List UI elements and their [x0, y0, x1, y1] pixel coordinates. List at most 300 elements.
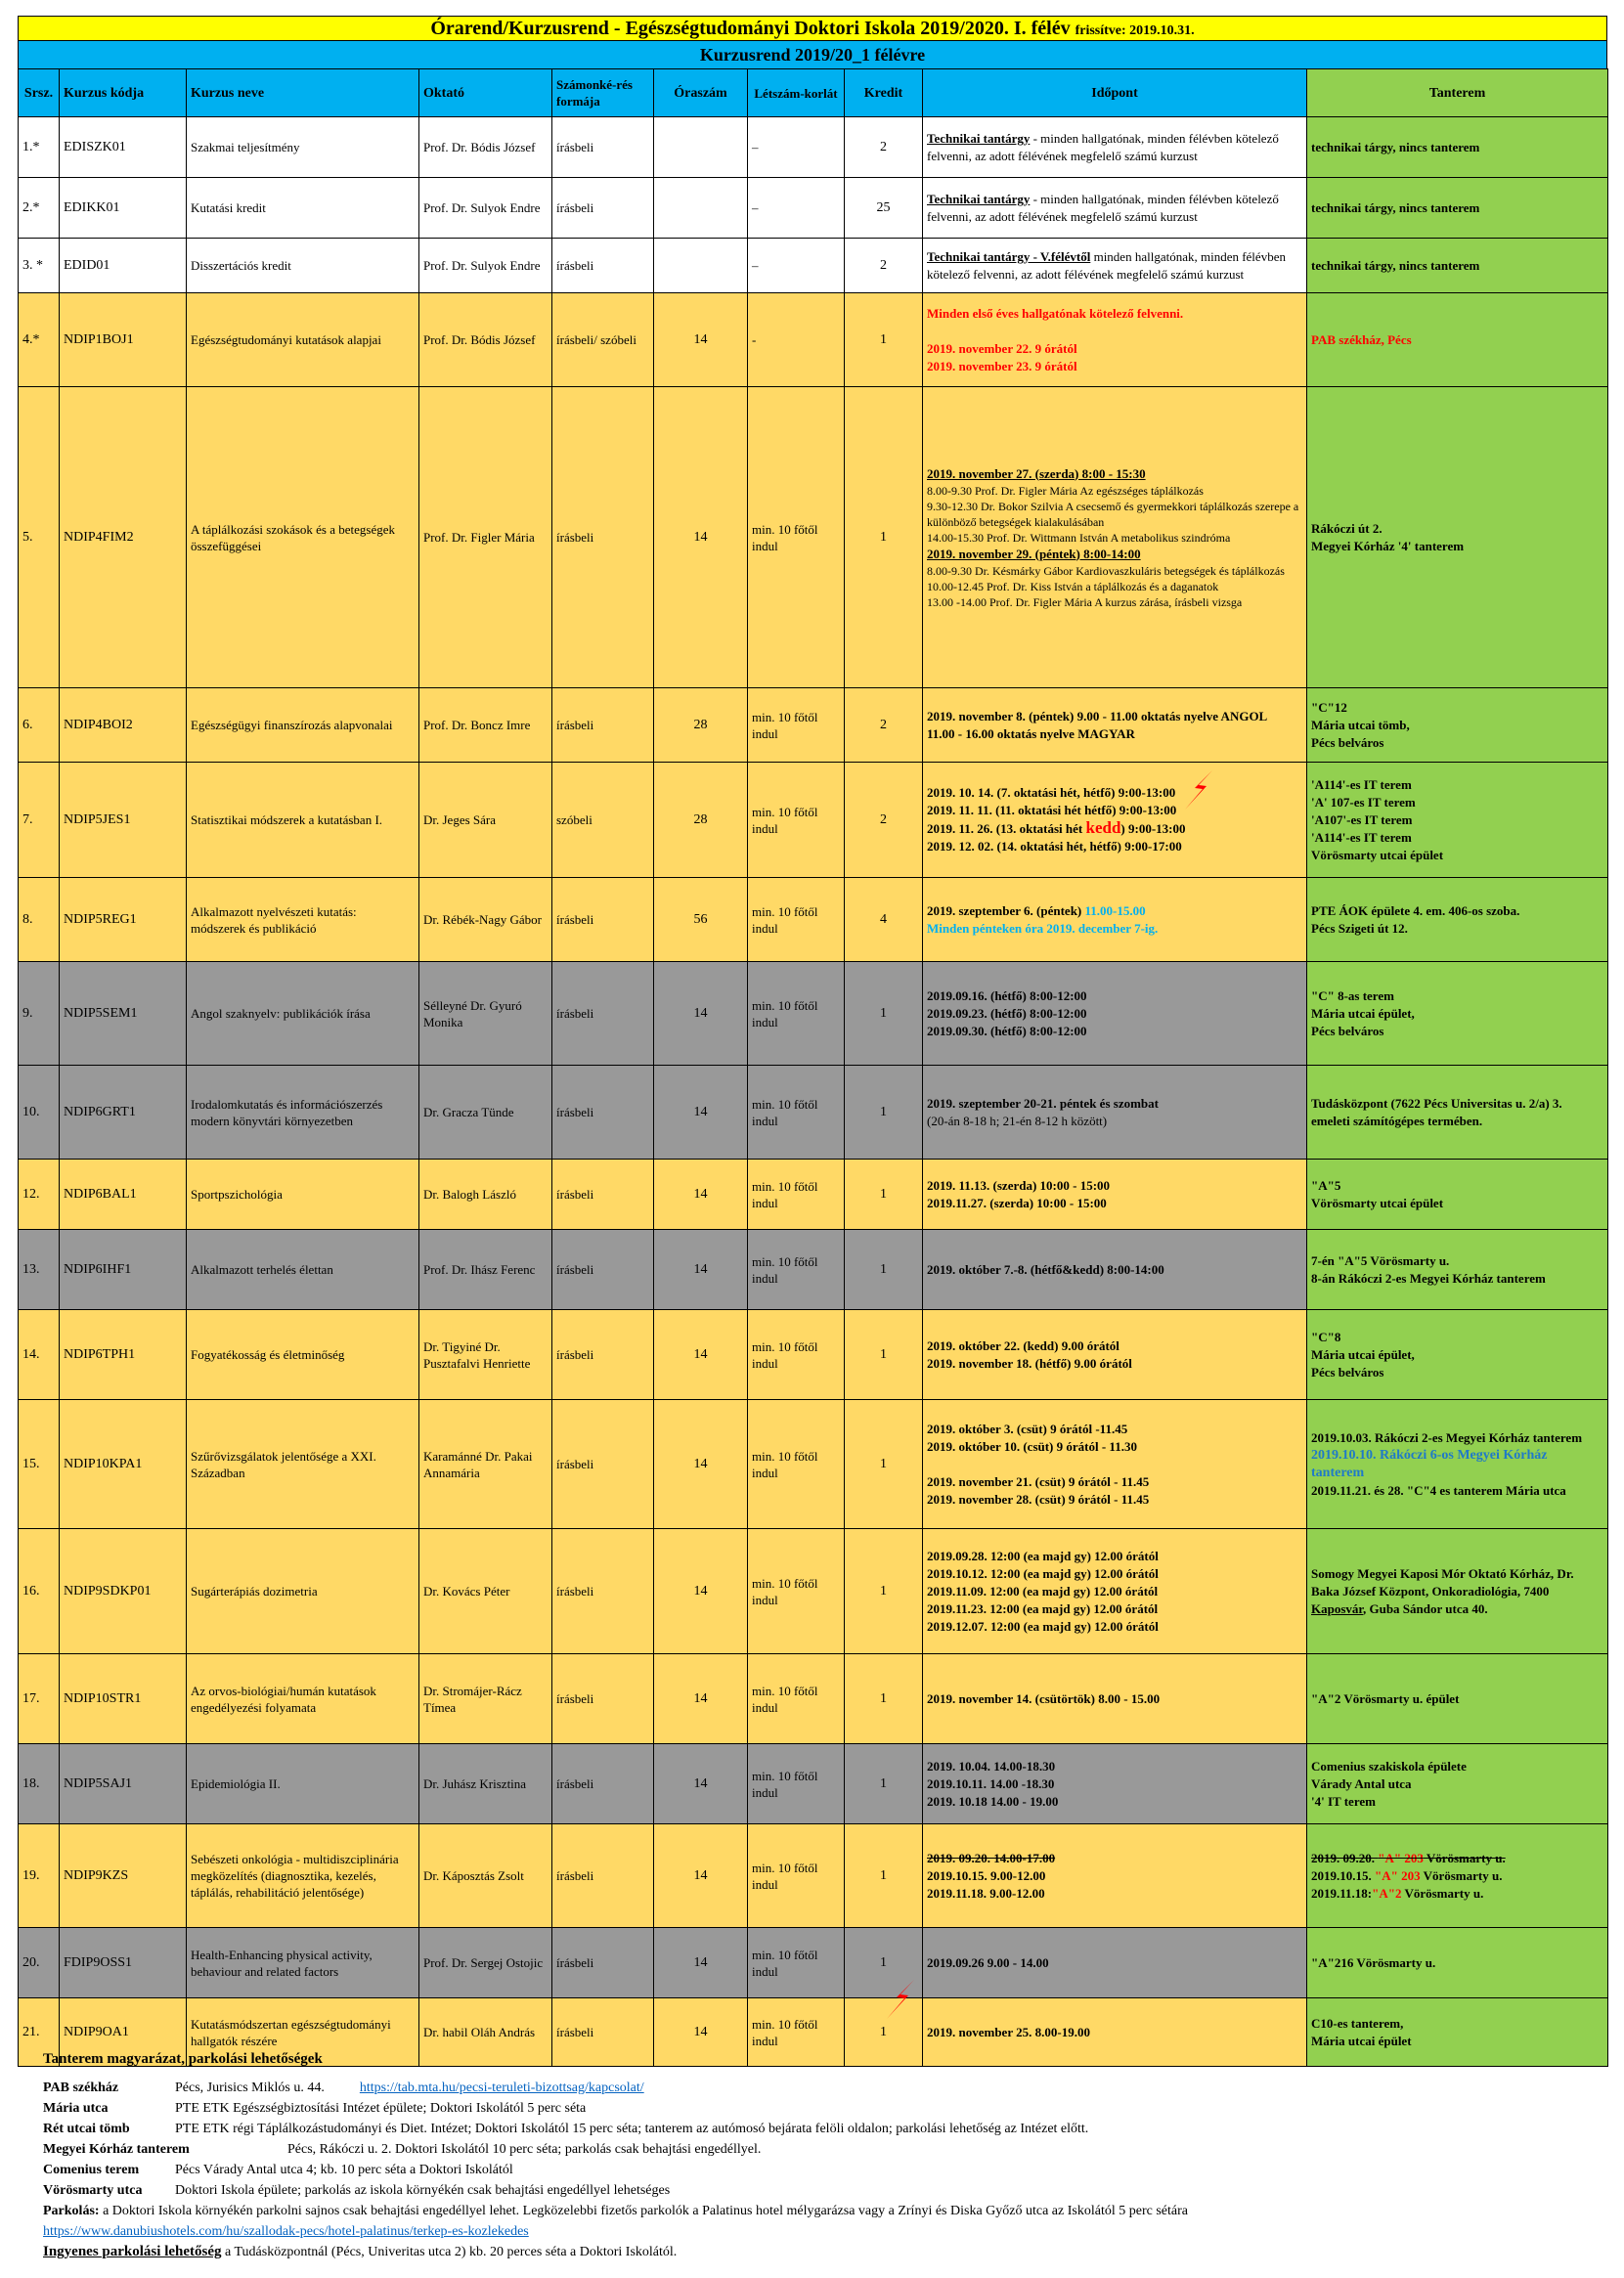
room-line: PAB székház, Pécs — [1311, 331, 1412, 347]
credit-cell: 2 — [845, 239, 923, 293]
col-header: Tanterem — [1307, 69, 1608, 117]
hours-cell: 14 — [654, 1998, 748, 2067]
limit-cell: – — [748, 239, 845, 293]
time-line: 2019. november 14. (csütörtök) 8.00 - 15.00 — [927, 1690, 1161, 1706]
room-part: "A" 203 — [1378, 1850, 1424, 1865]
col-header: Srsz. — [19, 69, 60, 117]
time-cell — [923, 1066, 1307, 1160]
time-line: 2019. október 22. (kedd) 9.00 órától — [927, 1337, 1119, 1353]
room-line: Mária utcai épület — [1311, 2033, 1412, 2048]
room-line: 2019.11.21. és 28. "C"4 es tanterem Mária utca — [1311, 1482, 1566, 1498]
credit-cell: 1 — [845, 387, 923, 688]
exam-cell: írásbeli — [552, 688, 654, 763]
hours-cell: 56 — [654, 878, 748, 962]
exam-cell: írásbeli — [552, 178, 654, 239]
time-line: 2019.10.11. 14.00 -18.30 — [927, 1775, 1055, 1791]
note-row — [43, 2119, 1588, 2139]
room-line: "C"12 — [1311, 699, 1347, 715]
exam-cell: írásbeli — [552, 962, 654, 1066]
teacher-cell: Dr. Jeges Sára — [419, 763, 552, 878]
name-cell: Alkalmazott terhelés élettan — [187, 1230, 419, 1310]
time-line: 10.00-12.45 Prof. Dr. Kiss István a táplálkozás és a daganatok — [927, 579, 1219, 593]
limit-cell: – — [748, 117, 845, 178]
credit-cell: 1 — [845, 293, 923, 387]
credit-cell: 4 — [845, 878, 923, 962]
note-value: Doktori Iskola épülete; parkolás az iskola környékén csak behajtási engedéllyel lehetséges — [175, 2183, 671, 2198]
teacher-cell: Prof. Dr. Bódis József — [419, 117, 552, 178]
table-row — [19, 688, 1608, 763]
room-line: Comenius szakiskola épülete — [1311, 1758, 1467, 1774]
lightning-icon — [1183, 770, 1216, 810]
room-notes — [43, 2049, 1588, 2262]
free-parking-note — [43, 2242, 1588, 2262]
col-header: Számonké-rés formája — [552, 69, 654, 117]
room-part: Kaposvár — [1311, 1600, 1363, 1616]
srsz-cell: 1.* — [19, 117, 60, 178]
name-cell: Alkalmazott nyelvészeti kutatás: módszerek és publikáció — [187, 878, 419, 962]
credit-cell: 25 — [845, 178, 923, 239]
room-part: Vörösmarty u. — [1420, 1867, 1503, 1883]
time-cell — [923, 117, 1307, 178]
room-line: Megyei Kórház '4' tanterem — [1311, 538, 1465, 553]
time-line: 11.00 - 16.00 oktatás nyelve MAGYAR — [927, 725, 1135, 741]
parking-note — [43, 2201, 1588, 2221]
room-cell — [1307, 1310, 1608, 1400]
time-line: 2019. 10.04. 14.00-18.30 — [927, 1758, 1056, 1774]
exam-cell: írásbeli — [552, 1654, 654, 1744]
table-row — [19, 293, 1608, 387]
time-part: 11.00-15.00 — [1084, 902, 1146, 918]
time-line: 2019. 11.13. (szerda) 10:00 - 15:00 — [927, 1177, 1111, 1193]
time-part: ) 9:00-13:00 — [1120, 821, 1186, 836]
table-row — [19, 117, 1608, 178]
time-cell — [923, 1230, 1307, 1310]
credit-cell: 2 — [845, 763, 923, 878]
credit-cell: 1 — [845, 1310, 923, 1400]
name-cell: Fogyatékosság és életminőség — [187, 1310, 419, 1400]
credit-cell: 1 — [845, 1744, 923, 1824]
hours-cell — [654, 178, 748, 239]
teacher-cell: Prof. Dr. Ihász Ferenc — [419, 1230, 552, 1310]
room-cell — [1307, 1654, 1608, 1744]
srsz-cell: 3. * — [19, 239, 60, 293]
limit-cell: min. 10 főtől indul — [748, 1998, 845, 2067]
limit-cell: min. 10 főtől indul — [748, 1310, 845, 1400]
name-cell: Egészségügyi finanszírozás alapvonalai — [187, 688, 419, 763]
table-row — [19, 1230, 1608, 1310]
time-line: 2019. október 7.-8. (hétfő&kedd) 8:00-14:00 — [927, 1261, 1164, 1277]
time-line: 2019. november 29. (péntek) 8:00-14:00 — [927, 546, 1141, 561]
credit-cell: 1 — [845, 1400, 923, 1529]
room-line: 7-én "A"5 Vörösmarty u. — [1311, 1252, 1450, 1268]
time-label: Technikai tantárgy — [927, 191, 1031, 206]
srsz-cell: 6. — [19, 688, 60, 763]
time-part: kedd — [1085, 818, 1121, 837]
time-line: 2019.11.23. 12:00 (ea majd gy) 12.00 órától — [927, 1600, 1159, 1616]
time-part: 2019. 11. 26. (13. oktatási hét — [927, 821, 1086, 836]
note-key: PAB székház — [43, 2081, 119, 2095]
credit-cell: 1 — [845, 1824, 923, 1928]
code-cell: NDIP5SEM1 — [60, 962, 187, 1066]
room-line: Tudásközpont (7622 Pécs Universitas u. 2/a) 3. emeleti számítógépes termében. — [1311, 1095, 1562, 1128]
room-part: 2019. 09.20. — [1311, 1850, 1379, 1865]
room-part: Somogy Megyei Kaposi Mór Oktató Kórház, Dr. Baka József Központ, Onkoradiológia, 7400 — [1311, 1565, 1574, 1599]
credit-cell: 1 — [845, 1928, 923, 1998]
note-row — [43, 2098, 1588, 2119]
time-text: - minden hallgatónak, minden félévben kötelező felvenni, az adott félévének megfelelő számú kurzust — [927, 130, 1279, 163]
name-cell: Statisztikai módszerek a kutatásban I. — [187, 763, 419, 878]
room-line — [1311, 1565, 1603, 1618]
time-line: 2019. november 18. (hétfő) 9.00 órától — [927, 1355, 1132, 1371]
exam-cell: írásbeli — [552, 1744, 654, 1824]
table-row — [19, 1654, 1608, 1744]
exam-cell: írásbeli — [552, 1230, 654, 1310]
time-line: 2019. 11. 11. (11. oktatási hét hétfő) 9:00-13:00 — [927, 803, 1177, 817]
time-line: 2019. október 3. (csüt) 9 órától -11.45 — [927, 1421, 1128, 1436]
code-cell: NDIP6IHF1 — [60, 1230, 187, 1310]
hours-cell: 14 — [654, 1160, 748, 1230]
time-label: Technikai tantárgy - V.félévtől — [927, 248, 1091, 264]
lightning-icon — [885, 1980, 918, 2019]
time-line: (20-án 8-18 h; 21-én 8-12 h között) — [927, 1113, 1108, 1128]
name-cell: Epidemiológia II. — [187, 1744, 419, 1824]
hours-cell: 14 — [654, 1066, 748, 1160]
name-cell: A táplálkozási szokások és a betegségek összefüggései — [187, 387, 419, 688]
srsz-cell: 15. — [19, 1400, 60, 1529]
note-key: Rét utcai tömb — [43, 2122, 130, 2136]
teacher-cell: Prof. Dr. Boncz Imre — [419, 688, 552, 763]
exam-cell: írásbeli/ szóbeli — [552, 293, 654, 387]
room-cell — [1307, 1824, 1608, 1928]
teacher-cell: Dr. Káposztás Zsolt — [419, 1824, 552, 1928]
teacher-cell: Prof. Dr. Figler Mária — [419, 387, 552, 688]
code-cell: NDIP1BOJ1 — [60, 293, 187, 387]
time-line: 2019.09.30. (hétfő) 8:00-12:00 — [927, 1023, 1087, 1038]
time-line: 2019. 12. 02. (14. oktatási hét, hétfő) 9:00-17:00 — [927, 839, 1182, 854]
hours-cell: 14 — [654, 293, 748, 387]
note-key: Mária utca — [43, 2101, 109, 2116]
time-cell — [923, 1160, 1307, 1230]
exam-cell: írásbeli — [552, 878, 654, 962]
time-line: 2019. szeptember 20-21. péntek és szombat — [927, 1095, 1159, 1111]
table-row — [19, 239, 1608, 293]
table-row — [19, 1160, 1608, 1230]
room-line: "A"2 Vörösmarty u. épület — [1311, 1690, 1460, 1706]
room-line: "A"5 — [1311, 1177, 1341, 1193]
code-cell: NDIP9SDKP01 — [60, 1529, 187, 1654]
col-header: Oktató — [419, 69, 552, 117]
name-cell: Kutatási kredit — [187, 178, 419, 239]
time-cell — [923, 239, 1307, 293]
limit-cell: min. 10 főtől indul — [748, 1230, 845, 1310]
note-key: Vörösmarty utca — [43, 2183, 143, 2198]
limit-cell: min. 10 főtől indul — [748, 1066, 845, 1160]
room-cell — [1307, 1529, 1608, 1654]
limit-cell: min. 10 főtől indul — [748, 878, 845, 962]
teacher-cell: Dr. Balogh László — [419, 1160, 552, 1230]
parking-label: Parkolás: — [43, 2204, 100, 2218]
col-header: Óraszám — [654, 69, 748, 117]
free-parking-label: Ingyenes parkolási lehetőség — [43, 2244, 222, 2259]
note-key: Comenius terem — [43, 2163, 140, 2177]
exam-cell: írásbeli — [552, 1400, 654, 1529]
table-row — [19, 878, 1608, 962]
room-cell — [1307, 1230, 1608, 1310]
room-line: Pécs belváros — [1311, 1364, 1384, 1380]
time-line: 8.00-9.30 Prof. Dr. Figler Mária Az egészséges táplálkozás — [927, 483, 1204, 498]
note-value: Pécs, Rákóczi u. 2. Doktori Iskolától 10 perc séta; parkolás csak behajtási engedéllyel. — [287, 2142, 762, 2157]
credit-cell: 1 — [845, 1230, 923, 1310]
hours-cell: 14 — [654, 1310, 748, 1400]
room-line: Mária utcai épület, — [1311, 1346, 1415, 1362]
table-row — [19, 1824, 1608, 1928]
room-cell — [1307, 878, 1608, 962]
limit-cell: min. 10 főtől indul — [748, 962, 845, 1066]
room-line: C10-es tanterem, — [1311, 2015, 1404, 2031]
time-line: 2019.10.12. 12:00 (ea majd gy) 12.00 órától — [927, 1565, 1159, 1581]
col-header: Kurzus kódja — [60, 69, 187, 117]
code-cell: NDIP5REG1 — [60, 878, 187, 962]
table-row — [19, 1066, 1608, 1160]
room-cell: technikai tárgy, nincs tanterem — [1307, 178, 1608, 239]
room-line: 2019.10.03. Rákóczi 2-es Megyei Kórház tanterem — [1311, 1429, 1583, 1445]
room-line: Mária utcai épület, — [1311, 1005, 1415, 1021]
note-key: Megyei Kórház tanterem — [43, 2142, 190, 2157]
table-row — [19, 387, 1608, 688]
credit-cell: 2 — [845, 117, 923, 178]
exam-cell: írásbeli — [552, 1160, 654, 1230]
teacher-cell: Prof. Dr. Sergej Ostojic — [419, 1928, 552, 1998]
limit-cell: – — [748, 178, 845, 239]
parking-link[interactable]: https://www.danubiushotels.com/hu/szallodak-pecs/hotel-palatinus/terkep-es-kozlekedes — [43, 2224, 529, 2239]
credit-cell: 1 — [845, 1529, 923, 1654]
time-label: Technikai tantárgy — [927, 130, 1031, 146]
srsz-cell: 20. — [19, 1928, 60, 1998]
code-cell: NDIP6GRT1 — [60, 1066, 187, 1160]
note-row — [43, 2160, 1588, 2180]
teacher-cell: Dr. Stromájer-Rácz Tímea — [419, 1654, 552, 1744]
room-cell — [1307, 293, 1608, 387]
table-row — [19, 763, 1608, 878]
room-cell — [1307, 1744, 1608, 1824]
room-line: 'A114'-es IT terem — [1311, 776, 1412, 792]
time-line: 2019. 09.20. 14.00-17.00 — [927, 1850, 1056, 1865]
course-table — [18, 68, 1608, 2067]
name-cell: Sportpszichológia — [187, 1160, 419, 1230]
srsz-cell: 13. — [19, 1230, 60, 1310]
title-main: Órarend/Kurzusrend - Egészségtudományi Doktori Iskola 2019/2020. I. félév — [430, 18, 1071, 39]
room-part: "A"2 — [1372, 1885, 1402, 1901]
room-cell — [1307, 962, 1608, 1066]
name-cell: Angol szaknyelv: publikációk írása — [187, 962, 419, 1066]
room-cell — [1307, 387, 1608, 688]
time-cell — [923, 178, 1307, 239]
exam-cell: írásbeli — [552, 1529, 654, 1654]
time-line: 2019. 10.18 14.00 - 19.00 — [927, 1793, 1059, 1809]
limit-cell: - — [748, 293, 845, 387]
code-cell: NDIP9OA1 — [60, 1998, 187, 2067]
time-cell — [923, 962, 1307, 1066]
room-line: Vörösmarty utcai épület — [1311, 847, 1444, 862]
room-line: 'A' 107-es IT terem — [1311, 794, 1416, 810]
code-cell: NDIP4FIM2 — [60, 387, 187, 688]
code-cell: NDIP10KPA1 — [60, 1400, 187, 1529]
srsz-cell: 19. — [19, 1824, 60, 1928]
teacher-cell: Prof. Dr. Sulyok Endre — [419, 239, 552, 293]
pab-link[interactable]: https://tab.mta.hu/pecsi-teruleti-bizottsag/kapcsolat/ — [359, 2081, 644, 2095]
title-updated: frissítve: 2019.10.31. — [1075, 23, 1195, 38]
code-cell: FDIP9OSS1 — [60, 1928, 187, 1998]
exam-cell: szóbeli — [552, 763, 654, 878]
time-cell — [923, 1310, 1307, 1400]
time-text: - minden hallgatónak, minden félévben kötelező felvenni, az adott félévének megfelelő számú kurzust — [927, 191, 1279, 224]
hours-cell: 14 — [654, 1824, 748, 1928]
time-line: 2019.09.16. (hétfő) 8:00-12:00 — [927, 987, 1087, 1003]
credit-cell: 1 — [845, 1998, 923, 2067]
table-row — [19, 1928, 1608, 1998]
note-value: PTE ETK régi Táplálkozástudományi és Diet. Intézet; Doktori Iskolától 15 perc séta; tanterem az autómosó bejárata felöli oldalon; parkolási lehetőség az Intézet előtt. — [175, 2122, 1089, 2136]
room-cell — [1307, 1928, 1608, 1998]
time-cell — [923, 1400, 1307, 1529]
time-cell — [923, 1824, 1307, 1928]
time-line — [927, 1456, 1302, 1473]
srsz-cell: 7. — [19, 763, 60, 878]
code-cell: NDIP9KZS — [60, 1824, 187, 1928]
room-cell: technikai tárgy, nincs tanterem — [1307, 117, 1608, 178]
room-cell — [1307, 763, 1608, 878]
room-line: Rákóczi út 2. — [1311, 520, 1383, 536]
code-cell: EDIKK01 — [60, 178, 187, 239]
name-cell: Health-Enhancing physical activity, behaviour and related factors — [187, 1928, 419, 1998]
time-line: 2019. november 22. 9 órától — [927, 340, 1077, 356]
exam-cell: írásbeli — [552, 117, 654, 178]
teacher-cell: Prof. Dr. Sulyok Endre — [419, 178, 552, 239]
hours-cell — [654, 239, 748, 293]
limit-cell: min. 10 főtől indul — [748, 1744, 845, 1824]
teacher-cell: Dr. Gracza Tünde — [419, 1066, 552, 1160]
exam-cell: írásbeli — [552, 1998, 654, 2067]
limit-cell: min. 10 főtől indul — [748, 1400, 845, 1529]
room-line: "C" 8-as terem — [1311, 987, 1394, 1003]
credit-cell: 1 — [845, 1066, 923, 1160]
code-cell: EDISZK01 — [60, 117, 187, 178]
time-line: 2019. november 25. 8.00-19.00 — [927, 2024, 1090, 2039]
table-header-row — [19, 69, 1608, 117]
time-cell — [923, 1654, 1307, 1744]
time-cell — [923, 763, 1307, 878]
room-line: Mária utcai tömb, — [1311, 717, 1410, 732]
limit-cell: min. 10 főtől indul — [748, 688, 845, 763]
room-cell — [1307, 1066, 1608, 1160]
room-line: Pécs belváros — [1311, 734, 1384, 750]
time-text: minden hallgatónak, minden félévben kötelező felvenni, az adott félévének megfelelő számú kurzust — [927, 248, 1286, 282]
exam-cell: írásbeli — [552, 1066, 654, 1160]
srsz-cell: 16. — [19, 1529, 60, 1654]
teacher-cell: Sélleyné Dr. Gyuró Monika — [419, 962, 552, 1066]
srsz-cell: 12. — [19, 1160, 60, 1230]
room-cell — [1307, 688, 1608, 763]
table-row — [19, 1529, 1608, 1654]
table-row — [19, 1310, 1608, 1400]
note-value: Pécs, Jurisics Miklós u. 44. — [175, 2081, 325, 2095]
name-cell: Szakmai teljesítmény — [187, 117, 419, 178]
room-part: "A" 203 — [1375, 1867, 1421, 1883]
hours-cell: 14 — [654, 1230, 748, 1310]
exam-cell: írásbeli — [552, 1824, 654, 1928]
name-cell: Sebészeti onkológia - multidiszciplinária megközelítés (diagnosztika, kezelés, táplálás, rehabilitáció jelentősége) — [187, 1824, 419, 1928]
time-line: 2019.09.26 9.00 - 14.00 — [927, 1954, 1049, 1970]
code-cell: NDIP6TPH1 — [60, 1310, 187, 1400]
time-line: Minden első éves hallgatónak kötelező felvenni. — [927, 305, 1184, 321]
note-row — [43, 2078, 1588, 2098]
room-part: 2019.11.18: — [1311, 1885, 1373, 1901]
time-line: 2019.11.09. 12:00 (ea majd gy) 12.00 órától — [927, 1583, 1159, 1599]
time-line: 2019. november 23. 9 órától — [927, 358, 1077, 373]
credit-cell: 1 — [845, 1160, 923, 1230]
srsz-cell: 18. — [19, 1744, 60, 1824]
time-line: 2019. 10. 14. (7. oktatási hét, hétfő) 9:00-13:00 — [927, 785, 1176, 800]
hours-cell: 14 — [654, 1529, 748, 1654]
time-line: 2019. november 28. (csüt) 9 órától - 11.45 — [927, 1491, 1150, 1507]
hours-cell: 14 — [654, 1400, 748, 1529]
code-cell: EDID01 — [60, 239, 187, 293]
teacher-cell: Dr. Kovács Péter — [419, 1529, 552, 1654]
room-line: 8-án Rákóczi 2-es Megyei Kórház tanterem — [1311, 1270, 1546, 1286]
room-line — [1311, 1867, 1603, 1885]
teacher-cell: Dr. Juhász Krisztina — [419, 1744, 552, 1824]
time-line — [927, 323, 1302, 340]
hours-cell: 14 — [654, 387, 748, 688]
teacher-cell: Prof. Dr. Bódis József — [419, 293, 552, 387]
hours-cell: 28 — [654, 763, 748, 878]
room-line — [1311, 1885, 1603, 1903]
credit-cell: 1 — [845, 962, 923, 1066]
room-part: Vörösmarty u. — [1401, 1885, 1484, 1901]
time-line: Minden pénteken óra 2019. december 7-ig. — [927, 920, 1159, 936]
note-row — [43, 2139, 1588, 2160]
limit-cell: min. 10 főtől indul — [748, 1529, 845, 1654]
name-cell: Egészségtudományi kutatások alapjai — [187, 293, 419, 387]
room-cell: technikai tárgy, nincs tanterem — [1307, 239, 1608, 293]
time-cell — [923, 1744, 1307, 1824]
time-line — [927, 819, 1302, 838]
time-line: 9.30-12.30 Dr. Bokor Szilvia A csecsemő és gyermekkori táplálkozás szerepe a különböző betegségek kialakulásában — [927, 499, 1299, 529]
time-line: 2019.09.23. (hétfő) 8:00-12:00 — [927, 1005, 1087, 1021]
time-line: 14.00-15.30 Prof. Dr. Wittmann István A metabolikus szindróma — [927, 530, 1231, 545]
time-line: 2019.10.15. 9.00-12.00 — [927, 1867, 1046, 1883]
name-cell: Az orvos-biológiai/humán kutatások engedélyezési folyamata — [187, 1654, 419, 1744]
time-line: 2019.09.28. 12:00 (ea majd gy) 12.00 órától — [927, 1548, 1159, 1563]
limit-cell: min. 10 főtől indul — [748, 1928, 845, 1998]
room-line: Pécs belváros — [1311, 1023, 1384, 1038]
col-header: Létszám-korlát — [748, 69, 845, 117]
name-cell: Szűrővizsgálatok jelentősége a XXI. Században — [187, 1400, 419, 1529]
limit-cell: min. 10 főtől indul — [748, 1654, 845, 1744]
code-cell: NDIP10STR1 — [60, 1654, 187, 1744]
limit-cell: min. 10 főtől indul — [748, 763, 845, 878]
free-parking-text: a Tudásközpontnál (Pécs, Univeritas utca 2) kb. 20 perces séta a Doktori Iskolától. — [221, 2245, 678, 2259]
room-part: 2019.10.15. — [1311, 1867, 1375, 1883]
srsz-cell: 10. — [19, 1066, 60, 1160]
exam-cell: írásbeli — [552, 1928, 654, 1998]
room-line: PTE ÁOK épülete 4. em. 406-os szoba. — [1311, 902, 1520, 918]
exam-cell: írásbeli — [552, 387, 654, 688]
room-part: , Guba Sándor utca 40. — [1362, 1600, 1488, 1616]
time-line: 13.00 -14.00 Prof. Dr. Figler Mária A kurzus zárása, írásbeli vizsga — [927, 594, 1243, 609]
name-cell: Disszertációs kredit — [187, 239, 419, 293]
limit-cell: min. 10 főtől indul — [748, 1824, 845, 1928]
room-line: Pécs Szigeti út 12. — [1311, 920, 1408, 936]
